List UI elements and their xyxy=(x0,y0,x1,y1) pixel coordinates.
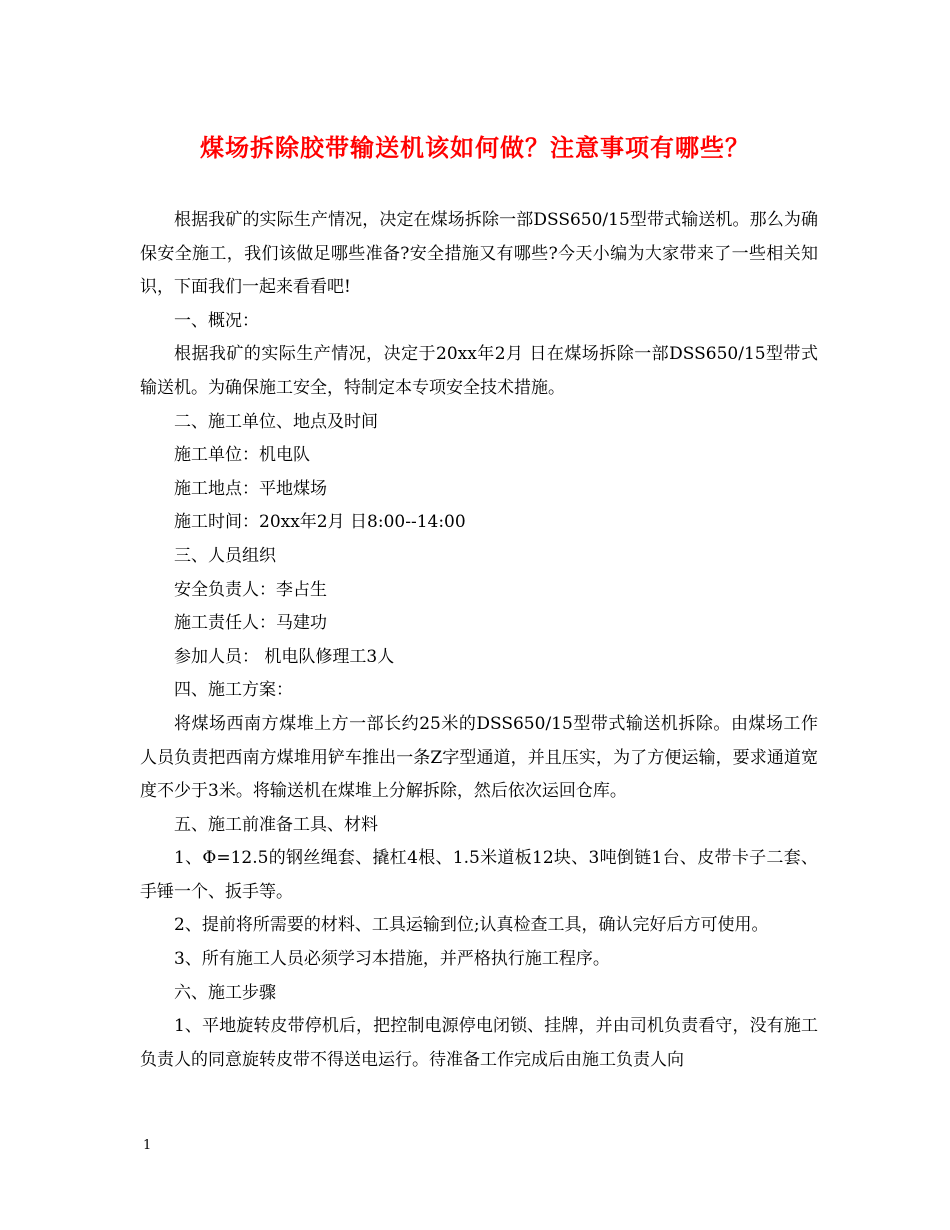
section-heading-overview: 一、概况： xyxy=(174,310,259,331)
paragraph-intro: 根据我矿的实际生产情况，决定在煤场拆除一部DSS650/15型带式输送机。那么为确保安全施工，我们该做足哪些准备?安全措施又有哪些?今天小编为大家带来了一些相关知识，下面我们一起来看看吧! xyxy=(140,210,818,298)
section-heading-steps: 六、施工步骤 xyxy=(174,982,276,1003)
document-title: 煤场拆除胶带输送机该如何做？注意事项有哪些？ xyxy=(200,134,750,162)
paragraph-construction-lead: 施工责任人：马建功 xyxy=(174,613,327,634)
paragraph-plan: 将煤场西南方煤堆上方一部长约25米的DSS650/15型带式输送机拆除。由煤场工作人员负责把西南方煤堆用铲车推出一条Z字型通道，并且压实，为了方便运输，要求通道宽度不少于3米。将输送机在煤堆上分解拆除，然后依次运回仓库。 xyxy=(140,713,818,802)
paragraph-participants: 参加人员： 机电队修理工3人 xyxy=(174,646,395,667)
paragraph-tools-item-3: 3、所有施工人员必须学习本措施，并严格执行施工程序。 xyxy=(174,949,610,970)
paragraph-safety-lead: 安全负责人：李占生 xyxy=(174,579,327,600)
paragraph-construction-unit: 施工单位：机电队 xyxy=(174,445,310,466)
page-number: 1 xyxy=(143,1138,152,1153)
document-body xyxy=(140,204,818,1077)
section-heading-plan: 四、施工方案： xyxy=(174,680,293,701)
section-heading-tools-materials: 五、施工前准备工具、材料 xyxy=(174,814,378,835)
section-heading-unit-location-time: 二、施工单位、地点及时间 xyxy=(174,411,378,432)
paragraph-construction-time: 施工时间：20xx年2月 日8:00--14:00 xyxy=(174,512,466,533)
paragraph-step-1: 1、平地旋转皮带停机后，把控制电源停电闭锁、挂牌，并由司机负责看守，没有施工负责人的同意旋转皮带不得送电运行。待准备工作完成后由施工负责人向 xyxy=(140,1016,818,1070)
paragraph-construction-location: 施工地点：平地煤场 xyxy=(174,478,327,499)
paragraph-tools-item-2: 2、提前将所需要的材料、工具运输到位;认真检查工具，确认完好后方可使用。 xyxy=(174,915,769,936)
paragraph-tools-item-1: 1、Φ=12.5的钢丝绳套、撬杠4根、1.5米道板12块、3吨倒链1台、皮带卡子二套、手锤一个、扳手等。 xyxy=(140,848,818,902)
paragraph-overview: 根据我矿的实际生产情况，决定于20xx年2月 日在煤场拆除一部DSS650/15型带式输送机。为确保施工安全，特制定本专项安全技术措施。 xyxy=(140,344,818,398)
section-heading-personnel: 三、人员组织 xyxy=(174,545,276,566)
